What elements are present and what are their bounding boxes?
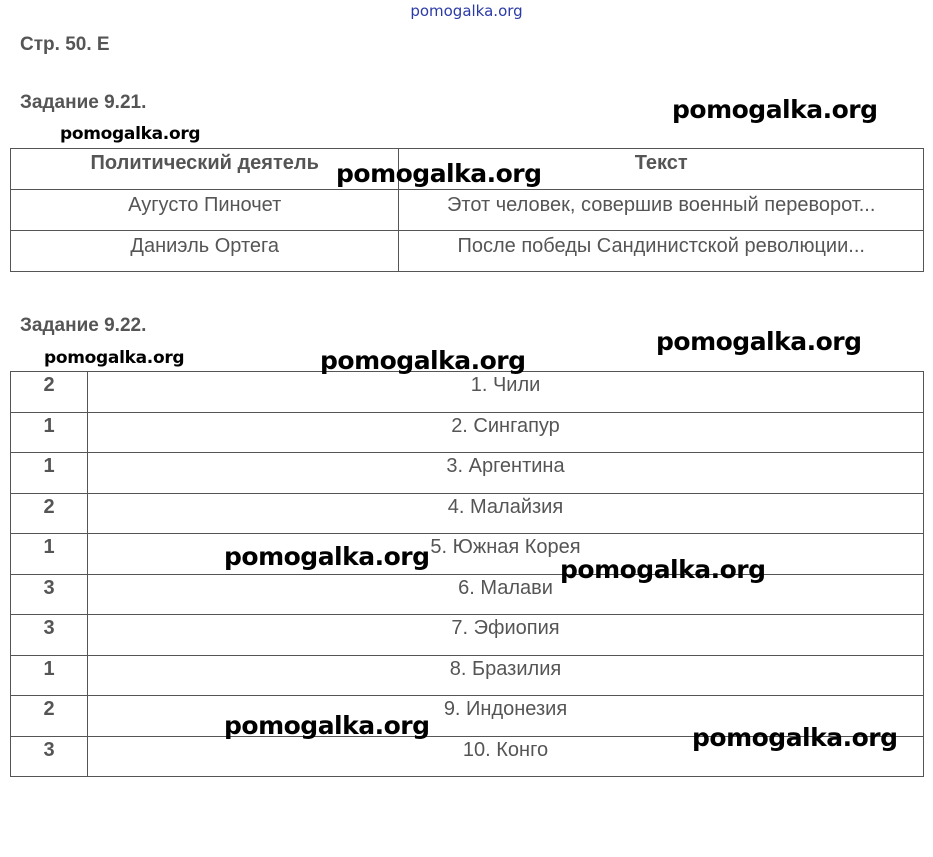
watermark: pomogalka.org xyxy=(60,124,201,144)
column-header-figure: Политический деятель xyxy=(11,149,399,190)
watermark: pomogalka.org xyxy=(692,723,898,752)
group-number: 3 xyxy=(11,615,88,656)
country-name: 6. Малави xyxy=(88,574,924,615)
country-name: 10. Конго xyxy=(88,736,924,777)
group-number: 3 xyxy=(11,574,88,615)
figure-text: Этот человек, совершив военный переворот... xyxy=(399,190,924,231)
table-row xyxy=(11,453,924,494)
page-label: Стр. 50. Е xyxy=(20,34,110,55)
table-row xyxy=(11,190,924,231)
task-922-title: Задание 9.22. xyxy=(20,315,147,336)
group-number: 2 xyxy=(11,696,88,737)
country-name: 7. Эфиопия xyxy=(88,615,924,656)
group-number: 2 xyxy=(11,372,88,413)
country-name: 3. Аргентина xyxy=(88,453,924,494)
site-header-link[interactable]: pomogalka.org xyxy=(410,2,523,20)
table-row xyxy=(11,493,924,534)
table-row xyxy=(11,534,924,575)
group-number: 1 xyxy=(11,453,88,494)
figure-name: Аугусто Пиночет xyxy=(11,190,399,231)
country-name: 1. Чили xyxy=(88,372,924,413)
table-row xyxy=(11,574,924,615)
country-name: 9. Индонезия xyxy=(88,696,924,737)
table-row xyxy=(11,615,924,656)
watermark: pomogalka.org xyxy=(320,346,526,375)
table-row xyxy=(11,231,924,272)
group-number: 1 xyxy=(11,412,88,453)
country-name: 5. Южная Корея xyxy=(88,534,924,575)
group-number: 1 xyxy=(11,534,88,575)
group-number: 3 xyxy=(11,736,88,777)
column-header-text: Текст xyxy=(399,149,924,190)
table-row xyxy=(11,372,924,413)
watermark: pomogalka.org xyxy=(656,327,862,356)
watermark: pomogalka.org xyxy=(224,542,430,571)
country-name: 4. Малайзия xyxy=(88,493,924,534)
watermark: pomogalka.org xyxy=(224,711,430,740)
group-number: 2 xyxy=(11,493,88,534)
figure-text: После победы Сандинистской революции... xyxy=(399,231,924,272)
table-row xyxy=(11,412,924,453)
table-row xyxy=(11,655,924,696)
watermark: pomogalka.org xyxy=(672,95,878,124)
country-name: 2. Сингапур xyxy=(88,412,924,453)
country-name: 8. Бразилия xyxy=(88,655,924,696)
group-number: 1 xyxy=(11,655,88,696)
watermark: pomogalka.org xyxy=(44,348,185,368)
figure-name: Даниэль Ортега xyxy=(11,231,399,272)
task-921-title: Задание 9.21. xyxy=(20,92,147,113)
watermark: pomogalka.org xyxy=(560,555,766,584)
watermark: pomogalka.org xyxy=(336,159,542,188)
countries-table xyxy=(10,371,924,777)
